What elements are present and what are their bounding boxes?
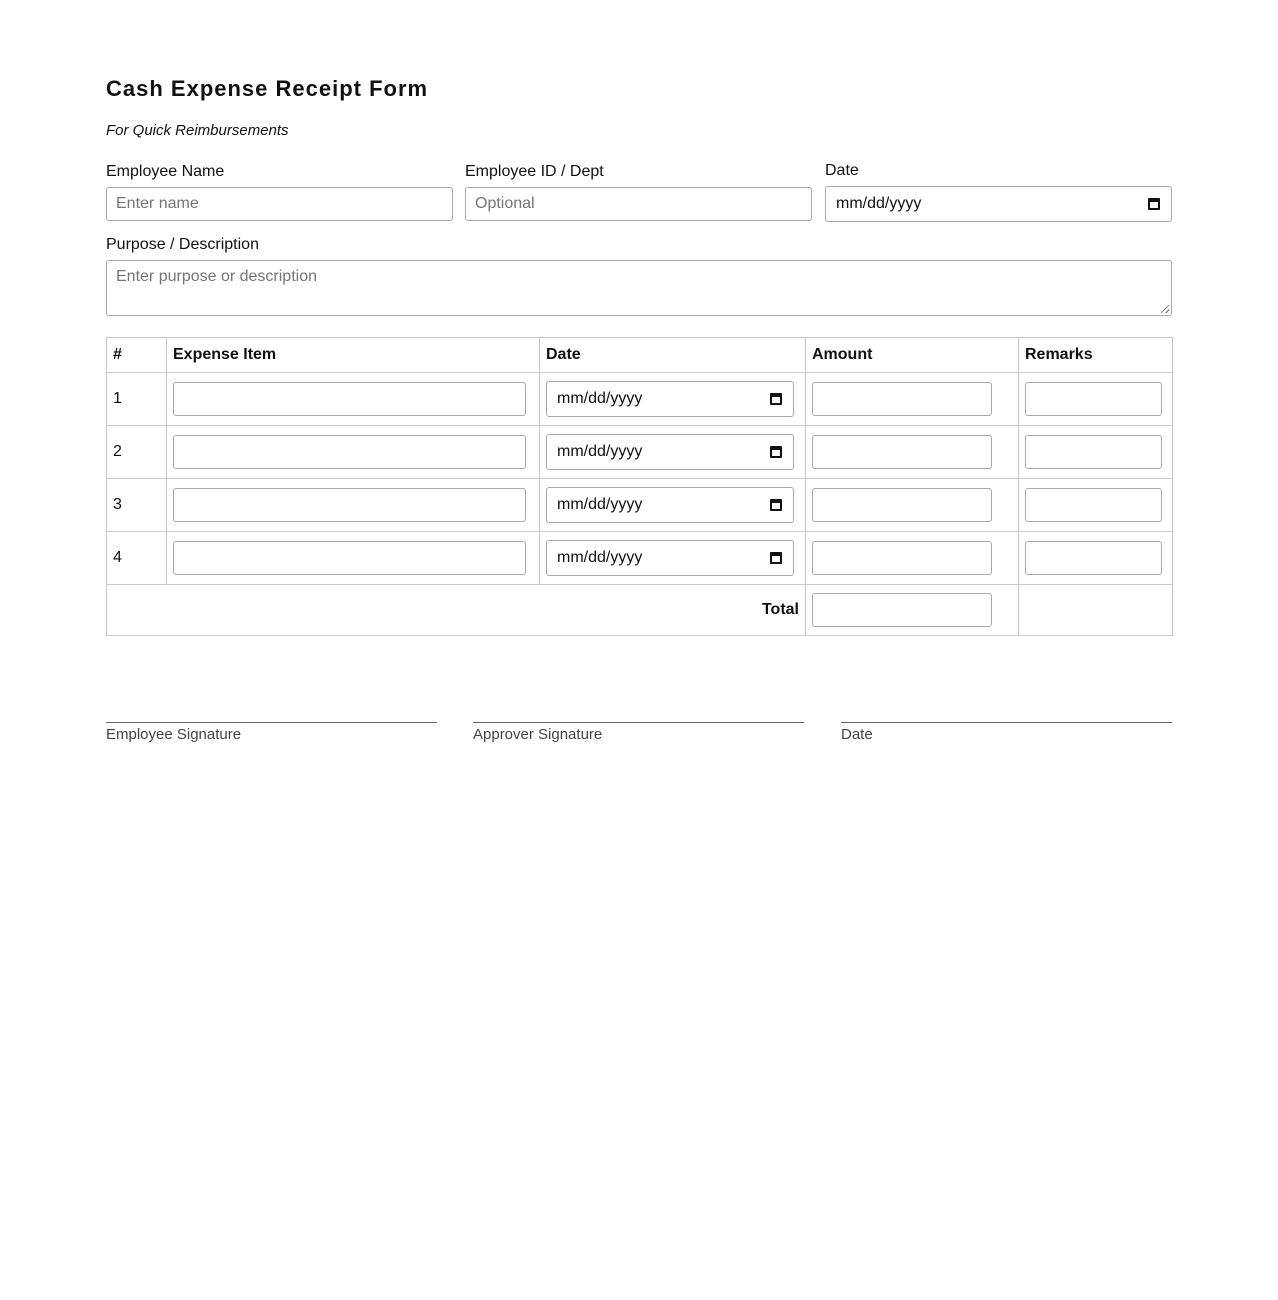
amount-input[interactable] [812, 435, 992, 469]
remarks-input[interactable] [1025, 435, 1162, 469]
calendar-icon[interactable] [770, 393, 782, 405]
total-amount-input[interactable] [812, 593, 992, 627]
expense-item-cell [167, 479, 540, 532]
calendar-icon[interactable] [770, 446, 782, 458]
amount-cell [806, 426, 1019, 479]
row-number: 3 [107, 479, 167, 532]
total-amount-cell [806, 585, 1019, 636]
row-date-input[interactable] [546, 540, 794, 576]
employee-name-label: Employee Name [106, 163, 225, 180]
header-date: Date [540, 338, 806, 373]
total-remarks-cell [1019, 585, 1173, 636]
date-cell [540, 532, 806, 585]
expense-item-input[interactable] [173, 488, 526, 522]
date-cell [540, 479, 806, 532]
employee-name-group [106, 163, 453, 221]
table-header-row [107, 338, 1173, 373]
row-number: 1 [107, 373, 167, 426]
purpose-group [106, 236, 1172, 316]
total-label: Total [107, 585, 806, 636]
header-amount: Amount [806, 338, 1019, 373]
row-date-value: mm/dd/yyyy [557, 496, 643, 513]
remarks-cell [1019, 373, 1173, 426]
date-cell [540, 373, 806, 426]
row-date-input[interactable] [546, 381, 794, 417]
calendar-icon[interactable] [770, 552, 782, 564]
row-date-input[interactable] [546, 434, 794, 470]
expense-item-input[interactable] [173, 541, 526, 575]
remarks-input[interactable] [1025, 382, 1162, 416]
date-input[interactable] [825, 186, 1172, 222]
table-row [107, 373, 1173, 426]
date-group [825, 162, 1172, 222]
row-date-value: mm/dd/yyyy [557, 443, 643, 460]
expense-item-cell [167, 426, 540, 479]
row-date-value: mm/dd/yyyy [557, 549, 643, 566]
resize-grip-icon[interactable] [1161, 305, 1169, 313]
amount-cell [806, 373, 1019, 426]
amount-cell [806, 479, 1019, 532]
purpose-textarea[interactable] [106, 260, 1172, 316]
calendar-icon[interactable] [1148, 198, 1160, 210]
amount-input[interactable] [812, 382, 992, 416]
remarks-cell [1019, 532, 1173, 585]
date-cell [540, 426, 806, 479]
header-expense-item: Expense Item [167, 338, 540, 373]
approver-signature-line: Approver Signature [473, 722, 804, 744]
employee-id-input[interactable]: Optional [465, 187, 812, 221]
table-row [107, 479, 1173, 532]
amount-cell [806, 532, 1019, 585]
header-number: # [107, 338, 167, 373]
row-date-value: mm/dd/yyyy [557, 390, 643, 407]
expense-item-input[interactable] [173, 435, 526, 469]
row-number: 2 [107, 426, 167, 479]
form-title: Cash Expense Receipt Form [106, 76, 429, 101]
remarks-cell [1019, 479, 1173, 532]
expense-item-cell [167, 373, 540, 426]
header-remarks: Remarks [1019, 338, 1173, 373]
row-number: 4 [107, 532, 167, 585]
expense-table [106, 337, 1173, 636]
purpose-placeholder: Enter purpose or description [116, 268, 317, 285]
expense-item-cell [167, 532, 540, 585]
employee-id-group [465, 163, 812, 221]
amount-input[interactable] [812, 541, 992, 575]
total-row [107, 585, 1173, 636]
amount-input[interactable] [812, 488, 992, 522]
remarks-input[interactable] [1025, 488, 1162, 522]
expense-item-input[interactable] [173, 382, 526, 416]
table-row [107, 426, 1173, 479]
purpose-label: Purpose / Description [106, 236, 259, 253]
date-label: Date [825, 162, 859, 179]
date-input-value: mm/dd/yyyy [836, 195, 922, 212]
remarks-cell [1019, 426, 1173, 479]
employee-id-label: Employee ID / Dept [465, 163, 604, 180]
signature-date-line: Date [841, 722, 1172, 744]
row-date-input[interactable] [546, 487, 794, 523]
remarks-input[interactable] [1025, 541, 1162, 575]
employee-signature-line: Employee Signature [106, 722, 437, 744]
calendar-icon[interactable] [770, 499, 782, 511]
table-row [107, 532, 1173, 585]
form-subtitle: For Quick Reimbursements [106, 122, 289, 139]
employee-name-input[interactable]: Enter name [106, 187, 453, 221]
